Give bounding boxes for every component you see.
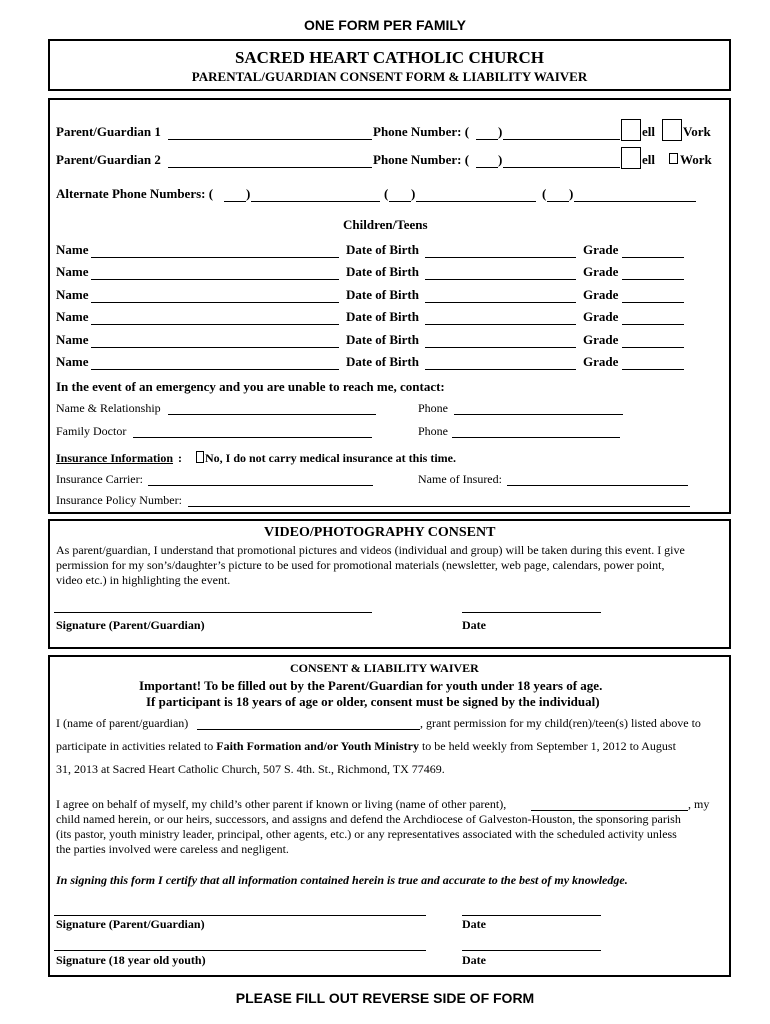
waiver-p1-a: I (name of parent/guardian) <box>56 716 189 730</box>
child-dob-label: Date of Birth <box>346 287 419 302</box>
video-consent-line-2: permission for my son’s/daughter’s picture to be used for promotional materials (newsletter, web page, calendars, power point, <box>56 558 665 572</box>
name-relationship-field[interactable] <box>168 414 376 415</box>
child-grade-field[interactable] <box>622 369 684 370</box>
child-grade-label: Grade <box>583 264 619 279</box>
child-name-field[interactable] <box>91 279 339 280</box>
emergency-phone-label: Phone <box>418 401 448 415</box>
waiver-important-2: If participant is 18 years of age or older, consent must be signed by the individual) <box>146 694 600 709</box>
child-name-label: Name <box>56 332 89 347</box>
child-grade-field[interactable] <box>622 324 684 325</box>
pg1-phone-close: ) <box>498 124 503 139</box>
waiver-p2 <box>56 739 676 754</box>
child-name-field[interactable] <box>91 369 339 370</box>
pg2-work-checkbox-small[interactable] <box>669 153 678 164</box>
video-consent-heading: VIDEO/PHOTOGRAPHY CONSENT <box>264 525 496 540</box>
name-relationship-label: Name & Relationship <box>56 401 161 415</box>
child-grade-label: Grade <box>583 287 619 302</box>
waiver-p6: (its pastor, youth ministry leader, principal, other agents, etc.) or any representatives associated with the scheduled activity unless <box>56 827 677 841</box>
alt3-area-field[interactable] <box>547 201 569 202</box>
alt3-close: ) <box>569 186 574 201</box>
pg2-area-code-field[interactable] <box>476 167 498 168</box>
child-name-label: Name <box>56 309 89 324</box>
waiver-important-1: Important! To be filled out by the Parent/Guardian for youth under 18 years of age. <box>139 678 603 693</box>
pg2-cell-label: ell <box>642 152 655 167</box>
waiver-p2-a: participate in activities related to <box>56 739 214 753</box>
video-signature-label: Signature (Parent/Guardian) <box>56 618 205 632</box>
insurance-carrier-label: Insurance Carrier: <box>56 472 143 486</box>
top-banner: ONE FORM PER FAMILY <box>303 17 467 33</box>
pg2-phone-label: Phone Number: ( <box>373 152 470 167</box>
emergency-phone-field[interactable] <box>454 414 623 415</box>
child-name-label: Name <box>56 354 89 369</box>
waiver-p2-bold: Faith Formation and/or Youth Ministry <box>216 739 419 753</box>
parent-guardian-2-field[interactable] <box>168 167 372 168</box>
child-dob-label: Date of Birth <box>346 264 419 279</box>
alt2-open: ( <box>384 186 389 201</box>
child-name-field[interactable] <box>91 347 339 348</box>
child-name-label: Name <box>56 242 89 257</box>
church-title: SACRED HEART CATHOLIC CHURCH <box>234 48 545 67</box>
waiver-parent-date-label: Date <box>462 917 486 931</box>
child-name-field[interactable] <box>91 257 339 258</box>
child-grade-label: Grade <box>583 354 619 369</box>
child-dob-label: Date of Birth <box>346 309 419 324</box>
child-grade-field[interactable] <box>622 302 684 303</box>
doctor-phone-field[interactable] <box>452 437 620 438</box>
child-grade-field[interactable] <box>622 279 684 280</box>
insurance-info-label: Insurance Information <box>56 451 174 465</box>
parent-guardian-2-label: Parent/Guardian 2 <box>56 152 161 167</box>
policy-number-label: Insurance Policy Number: <box>56 493 182 507</box>
waiver-youth-date-label: Date <box>462 953 486 967</box>
video-signature-field[interactable] <box>54 612 372 613</box>
waiver-youth-signature-label: Signature (18 year old youth) <box>56 953 206 967</box>
header-box <box>48 39 731 91</box>
pg2-phone-field[interactable] <box>503 167 620 168</box>
insurance-carrier-field[interactable] <box>148 485 373 486</box>
waiver-parent-signature-label: Signature (Parent/Guardian) <box>56 917 205 931</box>
policy-number-field[interactable] <box>188 506 690 507</box>
form-subtitle: PARENTAL/GUARDIAN CONSENT FORM & LIABILITY WAIVER <box>191 69 588 84</box>
pg2-cell-checkbox[interactable] <box>621 147 641 169</box>
waiver-parent-signature-field[interactable] <box>54 915 426 916</box>
waiver-heading: CONSENT & LIABILITY WAIVER <box>290 661 479 675</box>
doctor-phone-label: Phone <box>418 424 448 438</box>
child-dob-label: Date of Birth <box>346 242 419 257</box>
child-name-label: Name <box>56 287 89 302</box>
alternate-phones-label: Alternate Phone Numbers: ( <box>56 186 214 201</box>
waiver-parent-date-field[interactable] <box>462 915 601 916</box>
child-dob-field[interactable] <box>425 369 576 370</box>
child-dob-field[interactable] <box>425 347 576 348</box>
alt2-area-field[interactable] <box>389 201 411 202</box>
child-name-label: Name <box>56 264 89 279</box>
child-grade-field[interactable] <box>622 347 684 348</box>
parent-name-field[interactable] <box>197 729 420 730</box>
alt1-area-field[interactable] <box>224 201 246 202</box>
child-name-field[interactable] <box>91 324 339 325</box>
child-grade-label: Grade <box>583 309 619 324</box>
children-heading: Children/Teens <box>343 217 428 232</box>
child-dob-field[interactable] <box>425 257 576 258</box>
waiver-p1-b: , grant permission for my child(ren)/teen(s) listed above to <box>420 716 701 730</box>
pg1-cell-checkbox[interactable] <box>621 119 641 141</box>
pg1-phone-field[interactable] <box>503 139 620 140</box>
other-parent-name-field[interactable] <box>531 810 688 811</box>
no-insurance-label: No, I do not carry medical insurance at this time. <box>205 451 456 465</box>
alt2-close: ) <box>411 186 416 201</box>
footer-note: PLEASE FILL OUT REVERSE SIDE OF FORM <box>235 990 535 1006</box>
emergency-heading: In the event of an emergency and you are unable to reach me, contact: <box>56 379 445 394</box>
insurance-info-colon: : <box>178 451 182 465</box>
child-dob-field[interactable] <box>425 302 576 303</box>
child-dob-field[interactable] <box>425 324 576 325</box>
waiver-p4-b: , my <box>688 797 710 811</box>
waiver-p7: the parties involved were careless and negligent. <box>56 842 289 856</box>
alt1-close: ) <box>246 186 251 201</box>
child-dob-label: Date of Birth <box>346 354 419 369</box>
pg1-cell-label: ell <box>642 124 655 139</box>
parent-guardian-1-label: Parent/Guardian 1 <box>56 124 161 139</box>
parent-guardian-1-field[interactable] <box>168 139 372 140</box>
name-of-insured-field[interactable] <box>507 485 688 486</box>
waiver-youth-signature-field[interactable] <box>54 950 426 951</box>
alt3-open: ( <box>542 186 547 201</box>
pg2-phone-close: ) <box>498 152 503 167</box>
alt2-phone-field[interactable] <box>416 201 536 202</box>
child-grade-field[interactable] <box>622 257 684 258</box>
waiver-p4-a: I agree on behalf of myself, my child’s other parent if known or living (name of other parent), <box>56 797 507 811</box>
waiver-certify: In signing this form I certify that all information contained herein is true and accurate to the best of my knowledge. <box>56 873 628 887</box>
video-date-label: Date <box>462 618 486 632</box>
family-doctor-field[interactable] <box>133 437 372 438</box>
child-name-field[interactable] <box>91 302 339 303</box>
pg1-phone-label: Phone Number: ( <box>373 124 470 139</box>
video-consent-line-1: As parent/guardian, I understand that promotional pictures and videos (individual and group) will be taken during this event. I give <box>56 543 685 557</box>
waiver-p3: 31, 2013 at Sacred Heart Catholic Church, 507 S. 4th. St., Richmond, TX 77469. <box>56 762 445 776</box>
alt3-phone-field[interactable] <box>574 201 696 202</box>
child-dob-label: Date of Birth <box>346 332 419 347</box>
pg1-work-checkbox[interactable] <box>662 119 682 141</box>
family-doctor-label: Family Doctor <box>56 424 127 438</box>
waiver-p2-b: to be held weekly from September 1, 2012 to August <box>421 739 676 753</box>
no-insurance-checkbox[interactable] <box>196 451 204 463</box>
waiver-p5: child named herein, or our heirs, successors, and assigns and defend the Archdiocese of Galveston-Houston, the sponsoring parish <box>56 812 681 826</box>
waiver-youth-date-field[interactable] <box>462 950 601 951</box>
name-of-insured-label: Name of Insured: <box>418 472 502 486</box>
child-grade-label: Grade <box>583 332 619 347</box>
child-grade-label: Grade <box>583 242 619 257</box>
video-date-field[interactable] <box>462 612 601 613</box>
pg2-work-label: Work <box>680 152 712 167</box>
pg1-area-code-field[interactable] <box>476 139 498 140</box>
alt1-phone-field[interactable] <box>251 201 380 202</box>
pg1-work-label: Vork <box>683 124 711 139</box>
child-dob-field[interactable] <box>425 279 576 280</box>
video-consent-line-3: video etc.) in highlighting the event. <box>56 573 231 587</box>
